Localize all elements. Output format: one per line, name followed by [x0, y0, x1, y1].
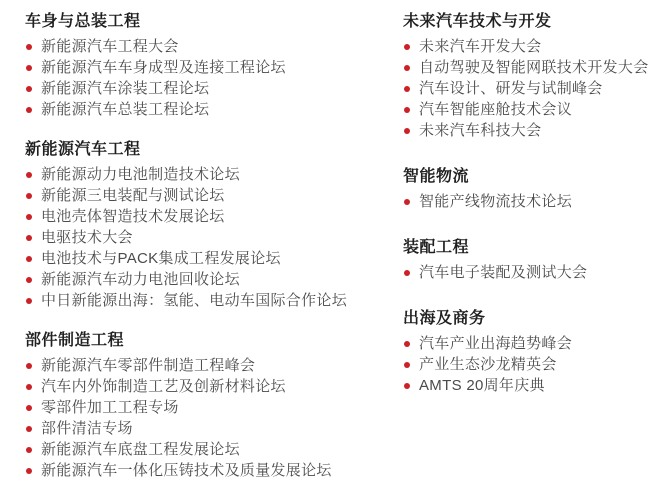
bullet-icon: [404, 128, 410, 134]
session-item: [403, 354, 660, 375]
bullet-icon: [26, 426, 32, 432]
bullet-icon: [26, 447, 32, 453]
bullet-icon: [26, 65, 32, 71]
session-list: [25, 36, 403, 120]
bullet-icon: [26, 256, 32, 262]
section-title: 出海及商务: [403, 310, 486, 327]
session-item: [25, 376, 403, 397]
session-item-label: 新能源汽车总装工程论坛: [41, 101, 210, 118]
session-list: [25, 355, 403, 481]
section-title: 未来汽车技术与开发: [403, 13, 552, 30]
session-item: [403, 191, 660, 212]
conference-section: [403, 12, 660, 141]
program-column-left: [25, 12, 403, 486]
session-item: [25, 99, 403, 120]
session-item-label: 电池技术与PACK集成工程发展论坛: [41, 250, 281, 267]
bullet-icon: [26, 86, 32, 92]
bullet-icon: [404, 65, 410, 71]
session-item: [25, 460, 403, 481]
session-item: [25, 418, 403, 439]
bullet-icon: [404, 199, 410, 205]
session-item: [403, 120, 660, 141]
session-item-label: 新能源汽车车身成型及连接工程论坛: [41, 59, 286, 76]
session-item: [403, 36, 660, 57]
session-item-label: 中日新能源出海：氢能、电动车国际合作论坛: [41, 292, 348, 309]
conference-section: [403, 238, 660, 283]
program-column-right: [403, 12, 660, 486]
bullet-icon: [26, 277, 32, 283]
conference-section: [25, 331, 403, 481]
conference-section: [25, 12, 403, 120]
session-item: [25, 164, 403, 185]
session-item-label: 新能源三电装配与测试论坛: [41, 187, 225, 204]
bullet-icon: [404, 362, 410, 368]
section-title: 智能物流: [403, 168, 470, 185]
bullet-icon: [26, 363, 32, 369]
session-item: [403, 375, 660, 396]
session-item: [25, 227, 403, 248]
bullet-icon: [404, 86, 410, 92]
session-item: [25, 269, 403, 290]
session-list: [403, 262, 660, 283]
session-item-label: 自动驾驶及智能网联技术开发大会: [419, 59, 649, 76]
session-item: [25, 36, 403, 57]
session-item-label: 新能源汽车涂装工程论坛: [41, 80, 210, 97]
bullet-icon: [26, 384, 32, 390]
conference-section: [403, 309, 660, 396]
session-list: [403, 36, 660, 141]
session-item-label: 未来汽车科技大会: [419, 122, 542, 139]
session-item: [403, 99, 660, 120]
bullet-icon: [404, 107, 410, 113]
session-item-label: 新能源汽车底盘工程发展论坛: [41, 441, 240, 458]
session-item-label: 汽车设计、研发与试制峰会: [419, 80, 603, 97]
bullet-icon: [26, 298, 32, 304]
bullet-icon: [26, 405, 32, 411]
session-item-label: 电池壳体智造技术发展论坛: [41, 208, 225, 225]
session-item-label: 未来汽车开发大会: [419, 38, 542, 55]
session-list: [403, 333, 660, 396]
conference-section: [403, 167, 660, 212]
session-item-label: 汽车智能座舱技术会议: [419, 101, 573, 118]
section-title: 车身与总装工程: [25, 13, 141, 30]
section-title: 装配工程: [403, 239, 470, 256]
bullet-icon: [404, 341, 410, 347]
bullet-icon: [26, 214, 32, 220]
session-item: [403, 57, 660, 78]
session-item-label: 汽车电子装配及测试大会: [419, 264, 588, 281]
session-item-label: 新能源汽车动力电池回收论坛: [41, 271, 240, 288]
session-item: [403, 333, 660, 354]
session-item: [25, 185, 403, 206]
section-title: 新能源汽车工程: [25, 141, 141, 158]
bullet-icon: [404, 270, 410, 276]
session-item-label: 智能产线物流技术论坛: [419, 193, 573, 210]
session-list: [25, 164, 403, 311]
session-item-label: 新能源汽车一体化压铸技术及质量发展论坛: [41, 462, 332, 479]
session-item-label: 部件清洁专场: [41, 420, 133, 437]
section-title: 部件制造工程: [25, 332, 125, 349]
session-item: [25, 57, 403, 78]
session-item: [25, 397, 403, 418]
session-item: [25, 206, 403, 227]
session-item: [25, 439, 403, 460]
session-item: [403, 262, 660, 283]
bullet-icon: [26, 107, 32, 113]
session-item-label: AMTS 20周年庆典: [419, 377, 545, 394]
bullet-icon: [404, 44, 410, 50]
conference-section: [25, 140, 403, 311]
session-item: [25, 248, 403, 269]
bullet-icon: [26, 468, 32, 474]
session-item: [25, 78, 403, 99]
bullet-icon: [26, 172, 32, 178]
bullet-icon: [26, 193, 32, 199]
session-item-label: 汽车内外饰制造工艺及创新材料论坛: [41, 378, 286, 395]
session-item-label: 新能源动力电池制造技术论坛: [41, 166, 240, 183]
session-item: [403, 78, 660, 99]
session-item-label: 电驱技术大会: [41, 229, 133, 246]
bullet-icon: [26, 235, 32, 241]
bullet-icon: [26, 44, 32, 50]
bullet-icon: [404, 383, 410, 389]
session-item-label: 新能源汽车零部件制造工程峰会: [41, 357, 256, 374]
session-item-label: 产业生态沙龙精英会: [419, 356, 557, 373]
session-item: [25, 290, 403, 311]
session-item: [25, 355, 403, 376]
session-item-label: 新能源汽车工程大会: [41, 38, 179, 55]
session-item-label: 零部件加工工程专场: [41, 399, 179, 416]
session-item-label: 汽车产业出海趋势峰会: [419, 335, 573, 352]
session-list: [403, 191, 660, 212]
